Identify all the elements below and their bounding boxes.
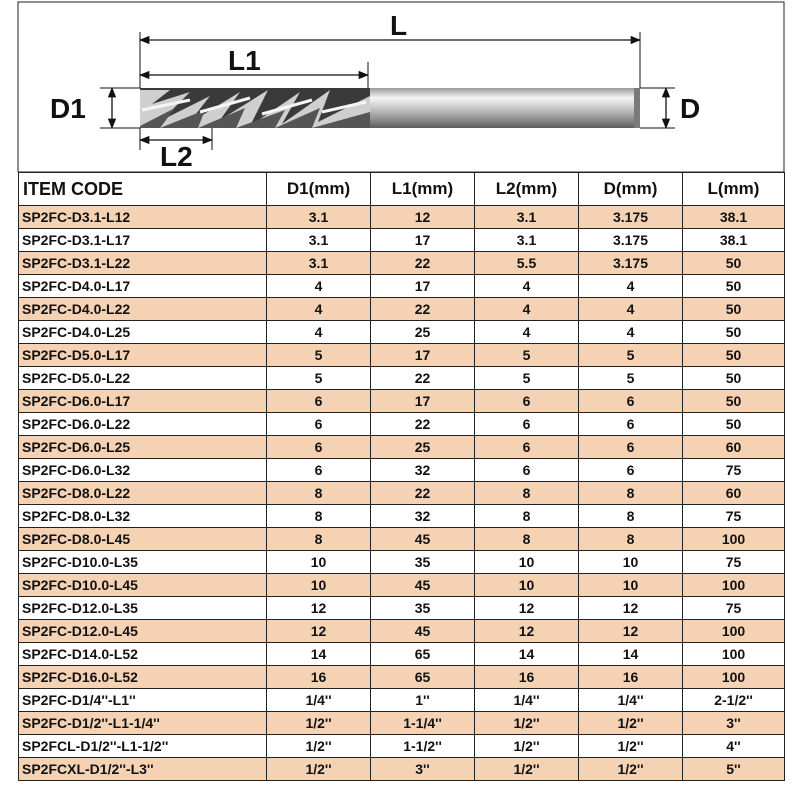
end-mill-illustration xyxy=(140,88,640,128)
cell-d1: 14 xyxy=(267,643,371,666)
cell-l1: 22 xyxy=(371,367,475,390)
cell-item-code: SP2FC-D14.0-L52 xyxy=(19,643,267,666)
cell-item-code: SP2FC-D4.0-L22 xyxy=(19,298,267,321)
cell-l1: 45 xyxy=(371,574,475,597)
table-row xyxy=(19,344,785,367)
cell-d1: 4 xyxy=(267,298,371,321)
cell-d: 1/2'' xyxy=(579,735,683,758)
cell-l: 75 xyxy=(683,505,785,528)
cell-d: 3.175 xyxy=(579,206,683,229)
cell-l1: 22 xyxy=(371,413,475,436)
cell-l1: 17 xyxy=(371,229,475,252)
table-row xyxy=(19,482,785,505)
header-item-code: ITEM CODE xyxy=(19,173,267,206)
cell-l: 38.1 xyxy=(683,229,785,252)
cell-l2: 6 xyxy=(475,459,579,482)
label-D1: D1 xyxy=(50,93,86,124)
cell-l: 5'' xyxy=(683,758,785,781)
cell-l1: 1'' xyxy=(371,689,475,712)
cell-d1: 8 xyxy=(267,528,371,551)
cell-d1: 3.1 xyxy=(267,229,371,252)
cell-d: 3.175 xyxy=(579,229,683,252)
cell-item-code: SP2FC-D6.0-L17 xyxy=(19,390,267,413)
cell-d: 6 xyxy=(579,390,683,413)
table-row xyxy=(19,252,785,275)
cell-d: 1/2'' xyxy=(579,712,683,735)
cell-d1: 16 xyxy=(267,666,371,689)
header-l2: L2(mm) xyxy=(475,173,579,206)
cell-l: 50 xyxy=(683,344,785,367)
header-l1: L1(mm) xyxy=(371,173,475,206)
cell-l1: 17 xyxy=(371,344,475,367)
cell-d: 10 xyxy=(579,551,683,574)
cell-l: 100 xyxy=(683,643,785,666)
table-row xyxy=(19,666,785,689)
cell-d1: 1/2'' xyxy=(267,712,371,735)
cell-d: 12 xyxy=(579,597,683,620)
cell-d1: 10 xyxy=(267,551,371,574)
cell-l1: 17 xyxy=(371,390,475,413)
cell-l: 75 xyxy=(683,459,785,482)
table-row xyxy=(19,390,785,413)
cell-item-code: SP2FC-D16.0-L52 xyxy=(19,666,267,689)
cell-d1: 6 xyxy=(267,390,371,413)
cell-item-code: SP2FC-D8.0-L45 xyxy=(19,528,267,551)
cell-l2: 5 xyxy=(475,344,579,367)
cell-l: 100 xyxy=(683,574,785,597)
cell-l1: 1-1/2'' xyxy=(371,735,475,758)
cell-l: 50 xyxy=(683,252,785,275)
cell-l2: 1/2'' xyxy=(475,712,579,735)
cell-l: 50 xyxy=(683,413,785,436)
cell-item-code: SP2FC-D6.0-L22 xyxy=(19,413,267,436)
cell-l2: 12 xyxy=(475,620,579,643)
cell-l1: 17 xyxy=(371,275,475,298)
table-row xyxy=(19,436,785,459)
table-row xyxy=(19,758,785,781)
table-row xyxy=(19,206,785,229)
label-L: L xyxy=(390,10,408,41)
cell-l2: 5.5 xyxy=(475,252,579,275)
cell-l2: 3.1 xyxy=(475,229,579,252)
cell-l: 100 xyxy=(683,620,785,643)
cell-d: 12 xyxy=(579,620,683,643)
cell-l2: 8 xyxy=(475,528,579,551)
cell-l: 50 xyxy=(683,321,785,344)
cell-d1: 1/2'' xyxy=(267,735,371,758)
cell-item-code: SP2FC-D4.0-L17 xyxy=(19,275,267,298)
table-row xyxy=(19,367,785,390)
cell-l1: 1-1/4'' xyxy=(371,712,475,735)
spec-table xyxy=(18,172,785,781)
header-d: D(mm) xyxy=(579,173,683,206)
cell-l2: 1/2'' xyxy=(475,758,579,781)
label-L2: L2 xyxy=(160,141,193,172)
cell-l2: 6 xyxy=(475,436,579,459)
table-row xyxy=(19,597,785,620)
cell-l1: 65 xyxy=(371,666,475,689)
cell-l1: 22 xyxy=(371,252,475,275)
cell-l2: 6 xyxy=(475,390,579,413)
table-row xyxy=(19,459,785,482)
cell-d: 5 xyxy=(579,367,683,390)
header-l: L(mm) xyxy=(683,173,785,206)
cell-l1: 22 xyxy=(371,298,475,321)
cell-l: 38.1 xyxy=(683,206,785,229)
cell-l: 50 xyxy=(683,298,785,321)
cell-l1: 12 xyxy=(371,206,475,229)
cell-d1: 12 xyxy=(267,597,371,620)
cell-l2: 8 xyxy=(475,482,579,505)
cell-l1: 35 xyxy=(371,597,475,620)
cell-item-code: SP2FCL-D1/2''-L1-1/2'' xyxy=(19,735,267,758)
table-body xyxy=(19,206,785,781)
table-header-row xyxy=(19,173,785,206)
cell-item-code: SP2FC-D1/4''-L1'' xyxy=(19,689,267,712)
cell-d1: 4 xyxy=(267,275,371,298)
cell-d1: 1/4'' xyxy=(267,689,371,712)
cell-item-code: SP2FC-D10.0-L35 xyxy=(19,551,267,574)
cell-l2: 1/4'' xyxy=(475,689,579,712)
cell-item-code: SP2FC-D6.0-L25 xyxy=(19,436,267,459)
cell-item-code: SP2FCXL-D1/2''-L3'' xyxy=(19,758,267,781)
table-row xyxy=(19,712,785,735)
cell-item-code: SP2FC-D8.0-L32 xyxy=(19,505,267,528)
cell-d: 1/2'' xyxy=(579,758,683,781)
table-row xyxy=(19,321,785,344)
cell-l1: 22 xyxy=(371,482,475,505)
cell-l: 50 xyxy=(683,390,785,413)
cell-item-code: SP2FC-D5.0-L17 xyxy=(19,344,267,367)
cell-d: 3.175 xyxy=(579,252,683,275)
cell-d: 6 xyxy=(579,413,683,436)
cell-l: 4'' xyxy=(683,735,785,758)
cell-d: 5 xyxy=(579,344,683,367)
cell-l1: 25 xyxy=(371,321,475,344)
cell-d1: 5 xyxy=(267,344,371,367)
cell-d: 14 xyxy=(579,643,683,666)
cell-l1: 65 xyxy=(371,643,475,666)
cell-l1: 45 xyxy=(371,620,475,643)
cell-l2: 8 xyxy=(475,505,579,528)
table-row xyxy=(19,643,785,666)
cell-d1: 6 xyxy=(267,459,371,482)
cell-l: 60 xyxy=(683,482,785,505)
cell-l2: 4 xyxy=(475,275,579,298)
cell-d1: 6 xyxy=(267,436,371,459)
cell-l2: 10 xyxy=(475,574,579,597)
cell-l1: 25 xyxy=(371,436,475,459)
cell-l: 100 xyxy=(683,666,785,689)
cell-d1: 5 xyxy=(267,367,371,390)
cell-d: 8 xyxy=(579,528,683,551)
cell-l1: 3'' xyxy=(371,758,475,781)
cell-l2: 16 xyxy=(475,666,579,689)
cell-item-code: SP2FC-D6.0-L32 xyxy=(19,459,267,482)
cell-l1: 32 xyxy=(371,459,475,482)
cell-l2: 14 xyxy=(475,643,579,666)
cell-l: 75 xyxy=(683,597,785,620)
cell-item-code: SP2FC-D3.1-L17 xyxy=(19,229,267,252)
tool-dimension-drawing xyxy=(0,0,800,172)
cell-item-code: SP2FC-D3.1-L12 xyxy=(19,206,267,229)
cell-l: 50 xyxy=(683,367,785,390)
table-row xyxy=(19,551,785,574)
cell-l: 2-1/2'' xyxy=(683,689,785,712)
cell-d1: 3.1 xyxy=(267,252,371,275)
cell-l: 100 xyxy=(683,528,785,551)
cell-l: 50 xyxy=(683,275,785,298)
cell-d1: 10 xyxy=(267,574,371,597)
cell-l2: 12 xyxy=(475,597,579,620)
cell-d: 4 xyxy=(579,321,683,344)
cell-d: 16 xyxy=(579,666,683,689)
cell-l2: 4 xyxy=(475,298,579,321)
table-row xyxy=(19,229,785,252)
table-row xyxy=(19,413,785,436)
cell-l2: 1/2'' xyxy=(475,735,579,758)
cell-item-code: SP2FC-D10.0-L45 xyxy=(19,574,267,597)
table-row xyxy=(19,528,785,551)
table-row xyxy=(19,689,785,712)
cell-d: 10 xyxy=(579,574,683,597)
label-D: D xyxy=(680,93,701,124)
cell-item-code: SP2FC-D4.0-L25 xyxy=(19,321,267,344)
header-d1: D1(mm) xyxy=(267,173,371,206)
cell-d1: 6 xyxy=(267,413,371,436)
cell-d1: 3.1 xyxy=(267,206,371,229)
cell-d1: 8 xyxy=(267,505,371,528)
cell-d: 6 xyxy=(579,459,683,482)
table-row xyxy=(19,275,785,298)
cell-item-code: SP2FC-D12.0-L45 xyxy=(19,620,267,643)
cell-item-code: SP2FC-D8.0-L22 xyxy=(19,482,267,505)
cell-l2: 4 xyxy=(475,321,579,344)
cell-d1: 12 xyxy=(267,620,371,643)
cell-d: 4 xyxy=(579,298,683,321)
cell-l2: 6 xyxy=(475,413,579,436)
label-L1: L1 xyxy=(228,45,261,76)
cell-d: 1/4'' xyxy=(579,689,683,712)
cell-item-code: SP2FC-D1/2''-L1-1/4'' xyxy=(19,712,267,735)
cell-l1: 32 xyxy=(371,505,475,528)
table-row xyxy=(19,620,785,643)
cell-item-code: SP2FC-D5.0-L22 xyxy=(19,367,267,390)
cell-l: 3'' xyxy=(683,712,785,735)
cell-l2: 10 xyxy=(475,551,579,574)
cell-l1: 45 xyxy=(371,528,475,551)
cell-d: 8 xyxy=(579,505,683,528)
cell-d: 6 xyxy=(579,436,683,459)
table-row xyxy=(19,505,785,528)
cell-item-code: SP2FC-D3.1-L22 xyxy=(19,252,267,275)
cell-l1: 35 xyxy=(371,551,475,574)
cell-d: 4 xyxy=(579,275,683,298)
table-row xyxy=(19,574,785,597)
cell-l2: 3.1 xyxy=(475,206,579,229)
cell-d: 8 xyxy=(579,482,683,505)
table-row xyxy=(19,298,785,321)
cell-d1: 1/2'' xyxy=(267,758,371,781)
cell-l: 60 xyxy=(683,436,785,459)
cell-l: 75 xyxy=(683,551,785,574)
cell-l2: 5 xyxy=(475,367,579,390)
table-row xyxy=(19,735,785,758)
cell-d1: 4 xyxy=(267,321,371,344)
cell-d1: 8 xyxy=(267,482,371,505)
cell-item-code: SP2FC-D12.0-L35 xyxy=(19,597,267,620)
